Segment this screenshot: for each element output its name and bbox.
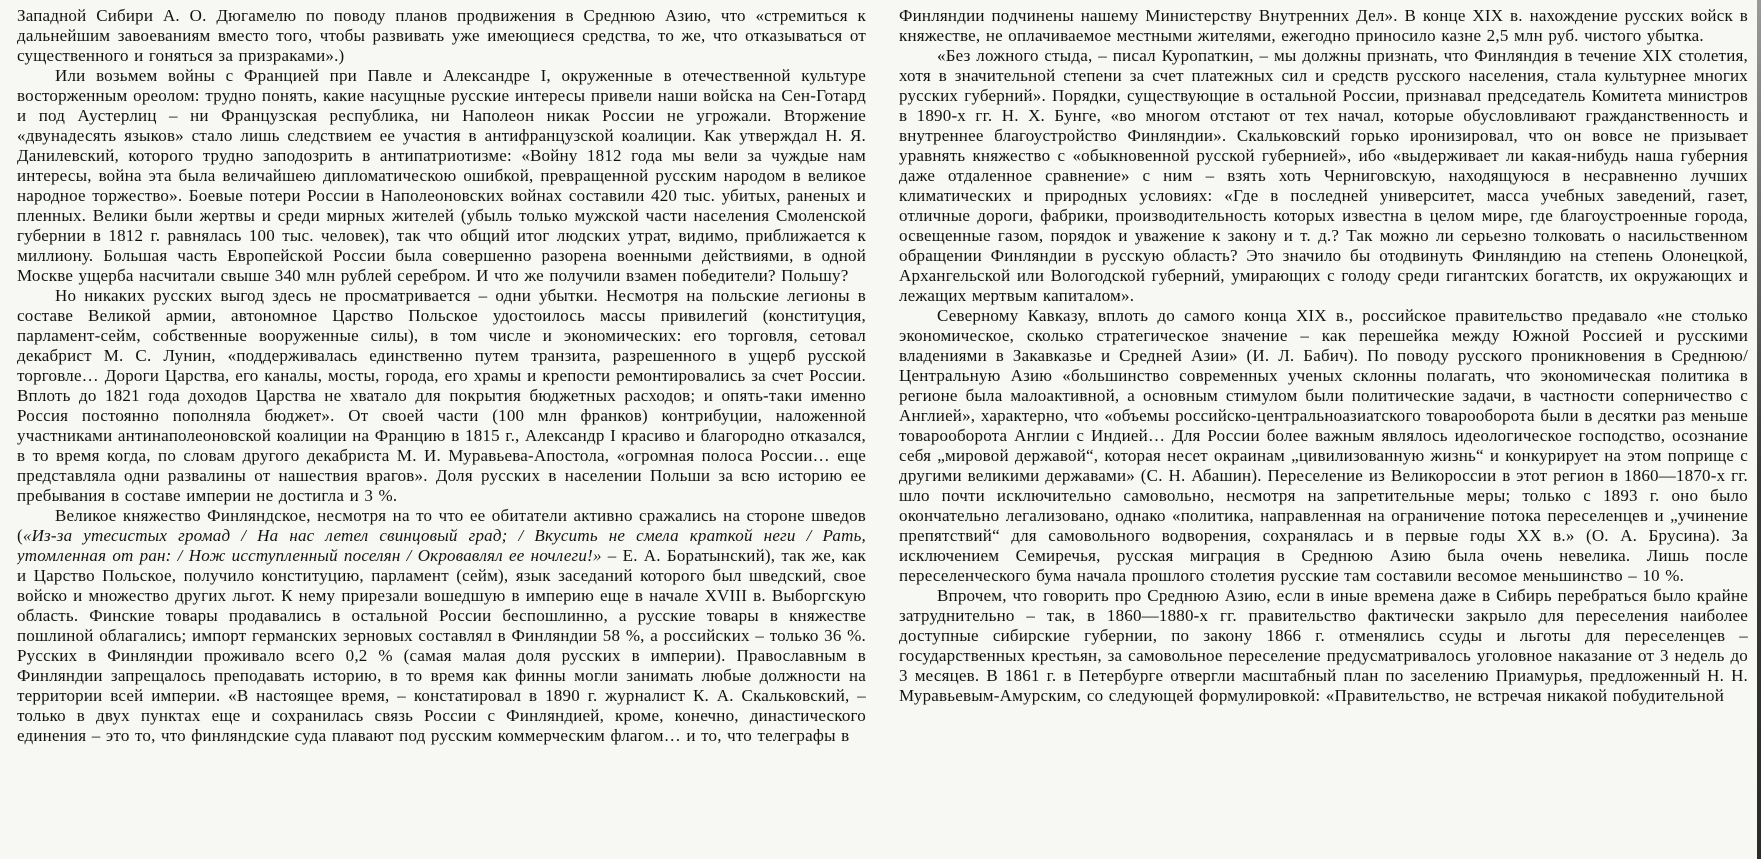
paragraph: «Без ложного стыда, – писал Куропаткин, – мы должны признать, что Финляндия в течение XIX столетия, хотя в значительной степени за счет платежных сил и средств русского населения, стала культурнее многих русских губерний». Порядки, существующие в остальной России, признавал председатель Комитета министров в 1890-х гг. Н. Х. Бунге, «во многом отстают от тех начал, которые обусловливают гражданственность и внутреннее благоустройство Финляндии». Скальковский горько иронизировал, что он вовсе не призывает уравнять княжество с «обыкновенной русской губернией», ибо «выдерживает ли какая-нибудь наша губерния даже отдаленное сравнение» с ним – взять хоть Черниговскую, находящуюся в несравненно лучших климатических и природных условиях: «Где в последней университет, масса учебных заведений, газет, отличные дороги, фабрики, производительность которых известна в целом мире, где благоустроенные города, освещенные газом, порядок и уважение к закону и т. д.? Так можно ли серьезно толковать о насильственном обращении Финляндии в русскую область? Это значило бы отодвинуть Финляндию на степень Олонецкой, Архангельской или Вологодской губерний, умирающих с голоду среди гигантских богатств, их окружающих и лежащих мертвым капиталом». — [899, 46, 1748, 305]
paragraph: Или возьмем войны с Францией при Павле и Александре I, окруженные в отечественной культуре восторженным ореолом: трудно понять, какие насущные русские интересы привели наши войска на Сен-Готард и под Аустерлиц – ни Французская республика, ни Наполеон никак России не угрожали. Вторжение «двунадесять языков» стало лишь следствием ее участия в антифранцузской коалиции. Как утверждал Н. Я. Данилевский, которого трудно заподозрить в антипатриотизме: «Войну 1812 года мы вели за чуждые нам интересы, война эта была величайшею дипломатическою ошибкой, превращенной русским народом в великое народное торжество». Боевые потери России в Наполеоновских войнах составили 420 тыс. убитых, раненых и пленных. Велики были жертвы и среди мирных жителей (убыль только мужской части населения Смоленской губернии в 1812 г. равнялась 100 тыс. человек), так что общий итог людских утрат, видимо, приближается к миллиону. Большая часть Европейской России была совершенно разорена военными действиями, в одной Москве ущерба насчитали свыше 340 млн рублей серебром. И что же получили взамен победители? Польшу? — [17, 66, 866, 285]
verse-quote: «Из-за утесистых громад / На нас летел свинцовый град; / Вкусить не смела краткой неги / Рать, утомленная от ран: / Нож исступленный поселян / Окровавлял ее ночлеги!» — [17, 526, 866, 565]
paragraph: Впрочем, что говорить про Среднюю Азию, если в иные времена даже в Сибирь перебраться было крайне затруднительно – так, в 1860—1880-х гг. правительство фактически закрыло для переселения наиболее доступные сибирские губернии, по закону 1866 г. отменялись ссуды и льготы для переселенцев – государственных крестьян, за самовольное переселение предусматривалось уголовное наказание от 3 недель до 3 месяцев. В 1861 г. в Петербурге отвергли масштабный план по заселению Приамурья, предложенный Н. Н. Муравьевым-Амурским, со следующей формулировкой: «Правительство, не встречая никакой побудительной — [899, 586, 1748, 705]
paragraph-text: Великое княжество Финляндское, несмотря на то что ее обитатели активно сражались на стороне шведов ( — [17, 506, 866, 545]
scrollbar[interactable] — [1757, 0, 1761, 859]
paragraph-text: – Е. А. Боратынский), так же, как и Царство Польское, получило конституцию, парламент (сейм), язык заседаний которого был шведский, свое войско и множество других льгот. К нему прирезали вошедшую в империю еще в начале XVIII в. Выборгскую область. Финские товары продавались в остальной России беспошлинно, а русские товары в княжестве пошлиной облагались; импорт германских зерновых составлял в Финляндии 58 %, а российских – только 36 %. Русских в Финляндии проживало всего 0,2 % (самая малая доля русских в империи). Православным в Финляндии запрещалось преподавать историю, в то время как финны могли занимать любые должности на территории всей империи. «В настоящее время, – констатировал в 1890 г. журналист К. А. Скальковский, – только в двух пунктах еще и сохранилась связь России с Финляндией, кроме, конечно, династического единения – это то, что финляндские суда плавают под русским коммерческим флагом… и то, что телеграфы в — [17, 546, 866, 745]
paragraph: Но никаких русских выгод здесь не просматривается – одни убытки. Несмотря на польские легионы в составе Великой армии, автономное Царство Польское удостоилось массы привилегий (конституция, парламент-сейм, собственные вооруженные силы), в том числе и экономических: его торговля, сетовал декабрист М. С. Лунин, «поддерживалась единственно путем транзита, разрешенного в ущерб русской торговле… Дороги Царства, его каналы, мосты, города, его храмы и крепости ремонтировались за счет России. Вплоть до 1821 года доходов Царства не хватало для покрытия бюджетных расходов; и опять-таки именно Россия постоянно пополняла бюджет». От своей части (100 млн франков) контрибуции, наложенной участниками антинаполеоновской коалиции на Францию в 1815 г., Александр I красиво и благородно отказался, в то время когда, по словам другого декабриста М. И. Муравьева-Апостола, «огромная полоса России… еще представляла одни развалины от нашествия врагов». Доля русских в населении Польши за всю историю ее пребывания в составе империи не достигла и 3 %. — [17, 286, 866, 505]
paragraph: Северному Кавказу, вплоть до самого конца XIX в., российское правительство предавало «не столько экономическое, сколько стратегическое значение – как перешейка между Южной Россией и русскими владениями в Закавказье и Средней Азии» (И. Л. Бабич). По поводу русского проникновения в Среднюю/Центральную Азию «большинство современных ученых склонны полагать, что экономическая политика в регионе была малоактивной, а основным стимулом были политические задачи, в частности соперничество с Англией», характерно, что «объемы российско-центральноазиатского товарооборота были в десятки раз меньше товарооборота Англии с Индией… Для России более важным являлось идеологическое господство, осознание себя „мировой державой“, которая несет окраинам „цивилизованную жизнь“ и конкурирует на этом поприще с другими великими державами» (С. Н. Абашин). Переселение из Великороссии в этот регион в 1860—1870-х гг. шло почти исключительно самовольно, несмотря на запретительные меры; только с 1893 г. оно было окончательно легализовано, однако «политика, направленная на ограничение потока переселенцев и „учинение препятствий“ для самовольного водворения, сохранялась и в первые годы XX в.» (О. А. Брусина). За исключением Семиречья, русская миграция в Среднюю Азию была очень невелика. Лишь после переселенческого бума начала прошлого столетия русские там составили весомое меньшинство – 10 %. — [899, 306, 1748, 585]
paragraph: Западной Сибири А. О. Дюгамелю по поводу планов продвижения в Среднюю Азию, что «стремиться к дальнейшим завоеваниям вместо того, чтобы развивать уже имеющиеся средства, то же, что отказываться от существенного и гоняться за призраками».) — [17, 6, 866, 65]
paragraph: Финляндии подчинены нашему Министерству Внутренних Дел». В конце XIX в. нахождение русских войск в княжестве, не оплачиваемое местными жителями, ежегодно приносило казне 2,5 млн руб. чистого убытка. — [899, 6, 1748, 45]
text-column-left — [17, 6, 866, 859]
paragraph — [17, 506, 866, 746]
text-column-right — [899, 6, 1748, 859]
reader-page — [17, 6, 1748, 859]
